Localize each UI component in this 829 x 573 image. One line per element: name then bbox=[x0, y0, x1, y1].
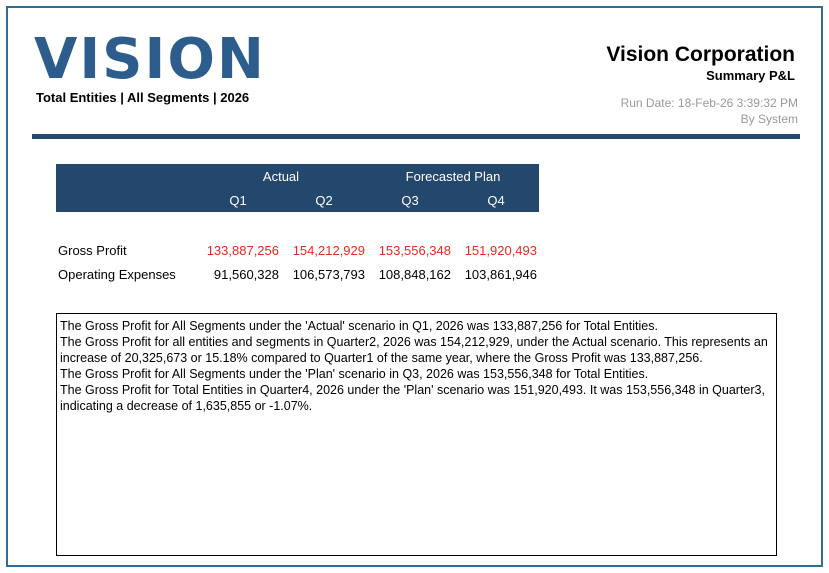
narrative-line: The Gross Profit for all entities and segments in Quarter2, 2026 was 154,212,929, under the Actual scenario. This represents an increase of 20,325,673 or 15.18% compared to Quarter1 of the same year, where the Gross Profit was 133,887,256. bbox=[60, 335, 768, 365]
narrative-line: The Gross Profit for Total Entities in Quarter4, 2026 under the 'Plan' scenario was 151,920,493. It was 153,556,348 in Quarter3, indicating a decrease of 1,635,855 or -1.07%. bbox=[60, 383, 765, 413]
cell-value: 151,920,493 bbox=[464, 242, 537, 258]
row-label: Gross Profit bbox=[58, 242, 127, 258]
spacer-row bbox=[56, 212, 539, 238]
period-q2: Q2 bbox=[281, 188, 367, 212]
company-name: Vision Corporation bbox=[606, 43, 795, 66]
vision-logo: VISION bbox=[34, 27, 266, 92]
period-q1: Q1 bbox=[195, 188, 281, 212]
cell-value: 133,887,256 bbox=[206, 242, 279, 258]
narrative-line: The Gross Profit for All Segments under the 'Plan' scenario in Q3, 2026 was 153,556,348 for Total Entities. bbox=[60, 367, 649, 381]
period-q4: Q4 bbox=[453, 188, 539, 212]
pl-grid bbox=[56, 164, 539, 286]
table-row bbox=[56, 262, 539, 286]
period-q3: Q3 bbox=[367, 188, 453, 212]
report-title: Summary P&L bbox=[706, 68, 795, 83]
cell-value: 91,560,328 bbox=[213, 266, 279, 282]
period-header-row bbox=[56, 188, 539, 212]
scenario-header-row bbox=[56, 164, 539, 188]
cell-value: 153,556,348 bbox=[378, 242, 451, 258]
row-label: Operating Expenses bbox=[58, 266, 176, 282]
report-pov: Total Entities | All Segments | 2026 bbox=[36, 90, 250, 105]
scenario-forecast: Forecasted Plan bbox=[367, 164, 539, 188]
cell-value: 154,212,929 bbox=[292, 242, 365, 258]
corner-cell bbox=[56, 188, 195, 212]
cell-value: 108,848,162 bbox=[378, 266, 451, 282]
narrative-line: The Gross Profit for All Segments under the 'Actual' scenario in Q1, 2026 was 133,887,256 for Total Entities. bbox=[60, 319, 658, 333]
cell-value: 106,573,793 bbox=[292, 266, 365, 282]
run-by: By System bbox=[740, 112, 798, 126]
narrative-box bbox=[56, 313, 777, 556]
run-date: Run Date: 18-Feb-26 3:39:32 PM bbox=[620, 96, 798, 110]
scenario-actual: Actual bbox=[195, 164, 367, 188]
header-divider bbox=[32, 134, 800, 139]
cell-value: 103,861,946 bbox=[464, 266, 537, 282]
table-row bbox=[56, 238, 539, 262]
corner-cell bbox=[56, 164, 195, 188]
